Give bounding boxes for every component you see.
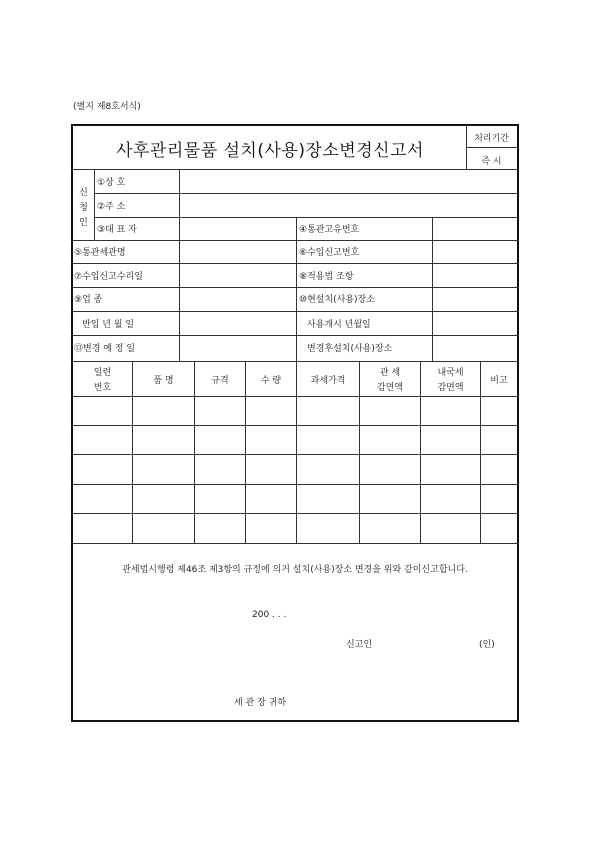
applicant-char-3: 인: [79, 218, 88, 228]
header-customs-reduction-2: 감면액: [376, 383, 404, 393]
item-row-line: [71, 425, 519, 426]
row-line: [71, 311, 519, 312]
current-place-label: ⑩현설치(사용)장소: [299, 295, 375, 305]
header-serial-1: 일련: [93, 368, 112, 378]
changed-place-label: 변경후설치(사용)장소: [307, 344, 393, 354]
header-internal-tax-1: 내국세: [437, 368, 464, 378]
import-accept-date-label: ⑦수입신고수리일: [74, 272, 143, 282]
import-date-label: 반입 년 월 일: [82, 320, 135, 330]
header-item-name: 품 명: [153, 376, 174, 386]
form-title: 사후관리물품 설치(사용)장소변경신고서: [116, 141, 424, 161]
applied-law-label: ⑧적용법 조항: [299, 272, 354, 282]
declaration-text: 관세법시행령 제46조 제3항의 규정에 의거 설치(사용)장소 변경을 위와 같이신고합니다.: [122, 565, 468, 575]
row-line: [94, 193, 517, 194]
header-customs-reduction-1: 관 세: [379, 368, 401, 378]
item-col-line: [296, 361, 297, 543]
company-label: ①상 호: [97, 178, 126, 188]
customs-id-label: ④통관고유번호: [299, 225, 360, 235]
use-start-date-label: 사용개시 년월일: [307, 320, 371, 330]
header-spec: 규격: [211, 376, 229, 386]
seal-label: (인): [479, 640, 495, 650]
processing-mid-line: [466, 147, 517, 148]
row-line: [71, 240, 519, 241]
row-line: [71, 287, 519, 288]
item-row-line: [71, 484, 519, 485]
header-serial-2: 번호: [93, 383, 112, 393]
row-line: [71, 169, 519, 170]
item-header-line: [71, 396, 519, 397]
import-report-no-label: ⑥수입신고번호: [299, 248, 360, 258]
row-line: [94, 217, 517, 218]
frame-left: [71, 124, 73, 722]
representative-label: ③대 표 자: [97, 225, 137, 235]
header-taxable-price: 과세가격: [310, 376, 346, 386]
business-label: ⑨업 종: [74, 295, 103, 305]
reporter-label: 신고인: [346, 640, 373, 650]
mid-divider: [296, 217, 297, 361]
item-col-line: [132, 361, 133, 543]
item-row-line: [71, 513, 519, 514]
row-line: [71, 263, 519, 264]
form-reference: (별지 제8호서식): [73, 102, 141, 112]
row-line: [71, 335, 519, 336]
item-col-line: [245, 361, 246, 543]
customs-office-label: ⑤통관세관명: [74, 248, 126, 258]
applicant-char-1: 신: [79, 188, 88, 198]
item-row-line: [71, 454, 519, 455]
frame-right: [517, 124, 519, 722]
frame-top: [71, 124, 519, 126]
label-divider: [179, 169, 180, 361]
header-remarks: 비고: [490, 376, 508, 386]
processing-period-label: 처리기간: [474, 134, 509, 144]
processing-period-value: 즉 시: [481, 157, 502, 167]
applicant-char-2: 청: [79, 203, 88, 213]
right-label-divider: [432, 217, 433, 361]
item-table-bottom: [71, 543, 519, 544]
row-line: [71, 361, 519, 362]
date-line: 200 . . .: [252, 610, 287, 620]
change-date-label: ⑬변경 예 정 일: [74, 344, 136, 354]
header-internal-tax-2: 감면액: [437, 383, 464, 393]
address-label: ②주 소: [97, 202, 126, 212]
item-col-line: [194, 361, 195, 543]
header-quantity: 수 량: [260, 376, 282, 386]
recipient-line: 세 관 장 귀하: [234, 698, 287, 708]
frame-bottom: [71, 720, 519, 722]
applicant-divider: [94, 169, 95, 240]
item-col-line: [480, 361, 481, 543]
